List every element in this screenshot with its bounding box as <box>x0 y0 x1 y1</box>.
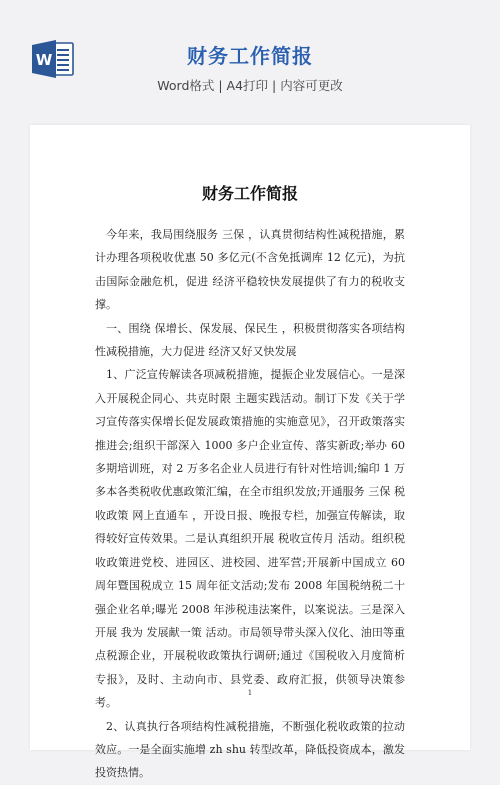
page-number: 1 <box>247 689 253 697</box>
document-body <box>95 223 405 785</box>
word-icon-letter: W <box>35 51 53 69</box>
paragraph-section-heading: 一、围绕 保增长、保发展、保民生 ，积极贯彻落实各项结构性减税措施，大力促进 经济又好又快发展 <box>95 321 405 359</box>
paragraph-item-2: 2、认真执行各项结构性减税措施，不断强化税收政策的拉动效应。一是全面实施增 zh shu 转型改革，降低投资成本，激发投资热情。 <box>95 719 405 780</box>
header-title: 财务工作简报 <box>187 44 313 68</box>
paragraph-intro: 今年来，我局围绕服务 三保 ，认真贯彻结构性减税措施，累计办理各项税收优惠 50 多亿元(不含免抵调库 12 亿元)，为抗击国际金融危机，促进 经济平稳较快发展提供了有力的税收支撑。 <box>95 228 405 312</box>
document-title: 财务工作简报 <box>201 184 298 203</box>
header-subtitle: Word格式 | A4打印 | 内容可更改 <box>157 78 343 93</box>
document-page <box>30 125 470 780</box>
page-header <box>0 0 500 108</box>
paragraph-item-1: 1、广泛宣传解读各项减税措施，提振企业发展信心。一是深入开展税企同心、共克时限 主题实践活动。制订下发《关于学习宣传落实保增长促发展政策措施的实施意见》，召开政策落实推进会;组织干部深入 1000 多户企业宣传、落实新政;举办 60 多期培训班，对 2 万多名企业人员进行有针对性培训;编印 1 万多本各类税收优惠政策汇编，在全市组织发放;开通服务 三保 税收政策 网上直通车 ，开设日报、晚报专栏，加强宣传解读，取得较好宣传效果。二是认真组织开展 税收宣传月 活动。组织税收政策进党校、进园区、进校园、进军营;开展新中国成立 60 周年暨国税成立 15 周年征文活动;发布 2008 年国税纳税二十强企业名单;曝光 2008 年涉税违法案件，以案说法。三是深入开展 我为 发展献一策 活动。市局领导带头深入仪化、油田等重点税源企业，开展税收政策执行调研;通过《国税收入月度简析专报》，及时、主动向市、县党委、政府汇报，供领导决策参考。 <box>95 368 405 710</box>
